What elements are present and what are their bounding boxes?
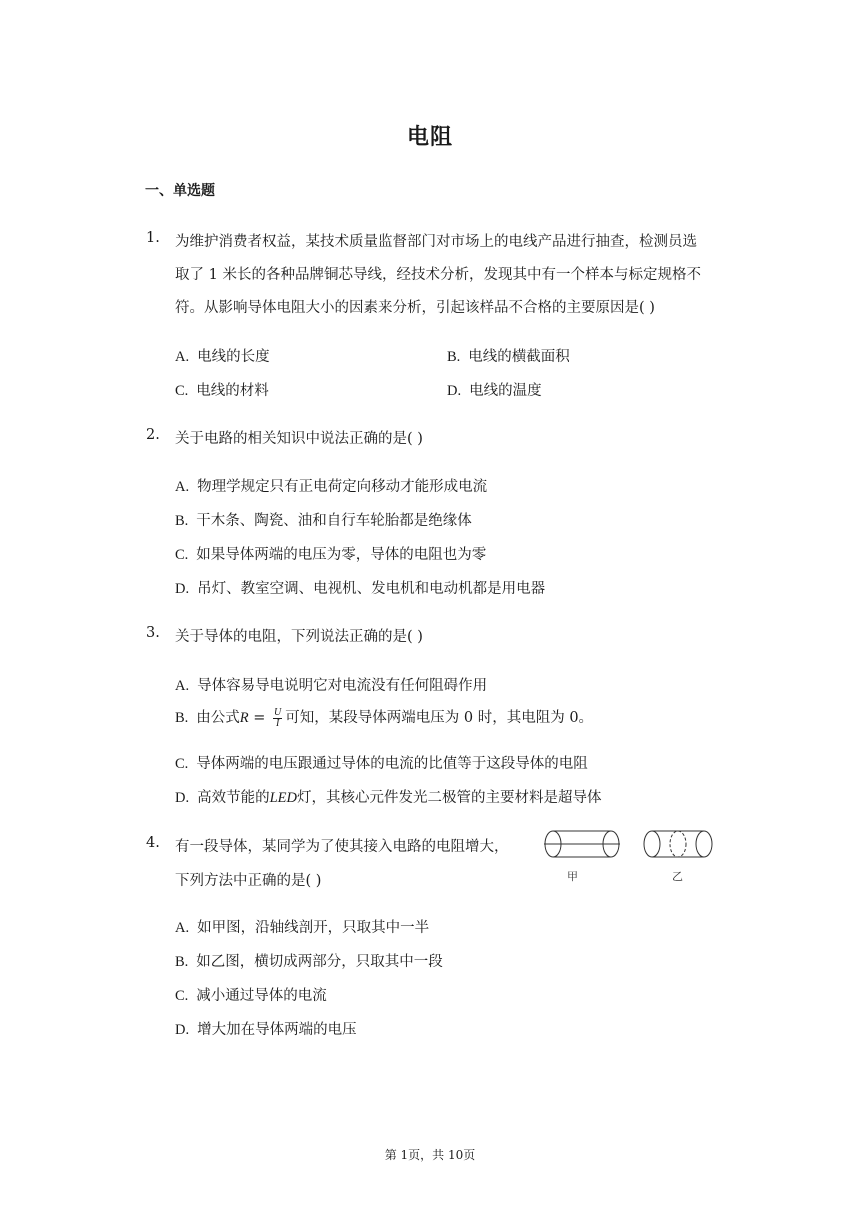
formula-variable: R bbox=[239, 710, 249, 726]
option-text: 物理学规定只有正电荷定向移动才能形成电流 bbox=[197, 479, 488, 495]
option-key: C. bbox=[175, 383, 189, 399]
question-1-line-3: 符。从影响导体电阻大小的因素来分析，引起该样品不合格的主要原因是( ) bbox=[175, 300, 655, 316]
formula-equals: = bbox=[248, 710, 271, 726]
question-2-option-b[interactable] bbox=[175, 509, 472, 530]
option-text: 减小通过导体的电流 bbox=[196, 988, 327, 1004]
formula-fraction bbox=[273, 708, 282, 729]
option-text-pre: 高效节能的 bbox=[197, 790, 270, 806]
option-key: D. bbox=[175, 790, 190, 806]
option-key: A. bbox=[175, 678, 190, 694]
question-2-option-a[interactable] bbox=[175, 475, 487, 496]
figure-label-yi: 乙 bbox=[672, 870, 683, 883]
question-4-option-b[interactable] bbox=[175, 950, 443, 971]
question-4-number: 4. bbox=[146, 835, 160, 851]
option-text: 如果导体两端的电压为零，导体的电阻也为零 bbox=[196, 547, 487, 563]
question-4-line-1: 有一段导体，某同学为了使其接入电路的电阻增大， bbox=[175, 839, 509, 855]
question-3-stem: 关于导体的电阻，下列说法正确的是( ) bbox=[175, 629, 423, 645]
question-1-number: 1. bbox=[146, 230, 160, 246]
option-text: 如甲图，沿轴线剖开，只取其中一半 bbox=[197, 920, 430, 936]
option-text: 如乙图，横切成两部分，只取其中一段 bbox=[196, 954, 443, 970]
option-text-pre: 由公式 bbox=[196, 710, 240, 726]
option-text: 导体两端的电压跟通过导体的电流的比值等于这段导体的电阻 bbox=[196, 756, 588, 772]
option-text-post: 可知，某段导体两端电压为 0 时，其电阻为 0。 bbox=[285, 710, 594, 726]
option-text-post: 灯，其核心元件发光二极管的主要材料是超导体 bbox=[297, 790, 602, 806]
option-key: B. bbox=[175, 513, 189, 529]
question-1-option-c[interactable] bbox=[175, 379, 269, 400]
question-3-number: 3. bbox=[146, 625, 160, 641]
page-footer: 第 1页，共 10页 bbox=[384, 1148, 476, 1162]
conductor-figure bbox=[540, 826, 720, 883]
question-3-option-d[interactable] bbox=[175, 786, 602, 807]
option-key: A. bbox=[175, 349, 190, 365]
question-4-option-c[interactable] bbox=[175, 984, 327, 1005]
question-4-option-a[interactable] bbox=[175, 916, 429, 937]
option-key: A. bbox=[175, 920, 190, 936]
option-key: D. bbox=[447, 383, 462, 399]
question-1-line-2: 取了 1 米长的各种品牌铜芯导线，经技术分析，发现其中有一个样本与标定规格不 bbox=[175, 267, 701, 283]
option-key: B. bbox=[447, 349, 461, 365]
figure-label-jia: 甲 bbox=[567, 870, 578, 883]
option-text: 干木条、陶瓷、油和自行车轮胎都是绝缘体 bbox=[196, 513, 472, 529]
question-2-number: 2. bbox=[146, 427, 160, 443]
question-2-stem: 关于电路的相关知识中说法正确的是( ) bbox=[175, 431, 423, 447]
question-2-option-d[interactable] bbox=[175, 577, 545, 598]
question-1-line-1: 为维护消费者权益，某技术质量监督部门对市场上的电线产品进行抽查，检测员选 bbox=[175, 234, 697, 250]
option-text: 电线的材料 bbox=[196, 383, 269, 399]
section-heading: 一、单选题 bbox=[145, 183, 215, 199]
question-4-option-d[interactable] bbox=[175, 1018, 357, 1039]
option-text: 电线的温度 bbox=[469, 383, 542, 399]
option-key: C. bbox=[175, 756, 189, 772]
option-key: C. bbox=[175, 988, 189, 1004]
question-3-option-b[interactable] bbox=[175, 706, 593, 729]
led-term: LED bbox=[269, 790, 298, 806]
option-key: C. bbox=[175, 547, 189, 563]
question-2-option-c[interactable] bbox=[175, 543, 486, 564]
option-key: B. bbox=[175, 710, 189, 726]
question-1-option-b[interactable] bbox=[447, 345, 570, 366]
option-text: 增大加在导体两端的电压 bbox=[197, 1022, 357, 1038]
fraction-numerator: U bbox=[274, 706, 282, 718]
question-3-option-a[interactable] bbox=[175, 674, 487, 695]
page-title: 电阻 bbox=[406, 124, 453, 150]
option-text: 电线的横截面积 bbox=[468, 349, 570, 365]
fraction-denominator: I bbox=[275, 717, 280, 729]
question-1-option-a[interactable] bbox=[175, 345, 270, 366]
option-key: D. bbox=[175, 581, 190, 597]
question-4-line-2: 下列方法中正确的是( ) bbox=[175, 873, 322, 889]
option-key: B. bbox=[175, 954, 189, 970]
option-text: 电线的长度 bbox=[197, 349, 270, 365]
option-key: D. bbox=[175, 1022, 190, 1038]
question-3-option-c[interactable] bbox=[175, 752, 588, 773]
option-text: 导体容易导电说明它对电流没有任何阻碍作用 bbox=[197, 678, 488, 694]
option-key: A. bbox=[175, 479, 190, 495]
question-1-option-d[interactable] bbox=[447, 379, 542, 400]
option-text: 吊灯、教室空调、电视机、发电机和电动机都是用电器 bbox=[197, 581, 546, 597]
cylinder-diagrams bbox=[540, 826, 720, 866]
